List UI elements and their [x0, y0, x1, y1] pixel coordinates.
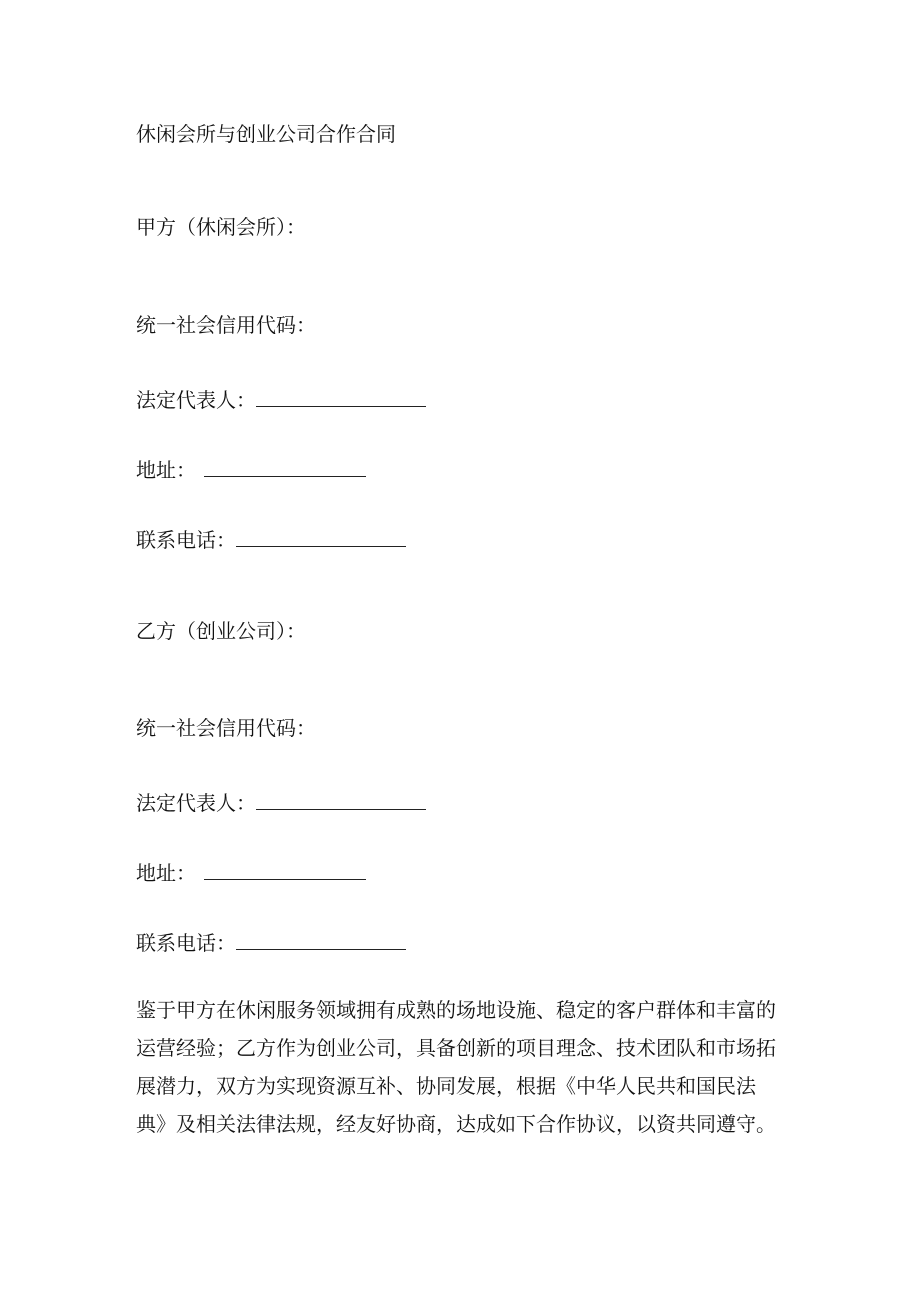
party-b-phone-row [136, 929, 406, 957]
party-a-phone-row [136, 526, 406, 554]
party-a-address-row [136, 456, 366, 484]
preamble-line: 展潜力，双方为实现资源互补、协同发展，根据《中华人民共和国民法 [136, 1074, 756, 1098]
party-b-address-blank [204, 859, 366, 880]
party-a-phone-label: 联系电话： [136, 528, 236, 552]
contract-title: 休闲会所与创业公司合作合同 [136, 122, 396, 146]
party-a-representative-row [136, 386, 426, 414]
party-a-heading: 甲方（休闲会所）： [136, 215, 306, 239]
party-b-address-row [136, 859, 366, 887]
party-a-credit-code-label: 统一社会信用代码： [136, 313, 316, 337]
party-b-credit-code-label: 统一社会信用代码： [136, 716, 316, 740]
party-b-representative-row [136, 789, 426, 817]
preamble-paragraph [136, 991, 786, 1143]
party-b-address-label: 地址： [136, 861, 196, 885]
party-b-representative-label: 法定代表人： [136, 791, 256, 815]
preamble-line: 运营经验；乙方作为创业公司，具备创新的项目理念、技术团队和市场拓 [136, 1036, 776, 1060]
party-a-address-blank [204, 456, 366, 477]
party-b-phone-label: 联系电话： [136, 931, 236, 955]
party-b-phone-blank [236, 929, 406, 950]
preamble-line: 典》及相关法律法规，经友好协商，达成如下合作协议，以资共同遵守。 [136, 1112, 776, 1136]
party-b-representative-blank [256, 789, 426, 810]
party-a-phone-blank [236, 526, 406, 547]
preamble-line: 鉴于甲方在休闲服务领域拥有成熟的场地设施、稳定的客户群体和丰富的 [136, 998, 776, 1022]
party-a-representative-blank [256, 386, 426, 407]
party-a-representative-label: 法定代表人： [136, 388, 256, 412]
party-a-address-label: 地址： [136, 458, 196, 482]
party-b-heading: 乙方（创业公司）： [136, 619, 306, 643]
